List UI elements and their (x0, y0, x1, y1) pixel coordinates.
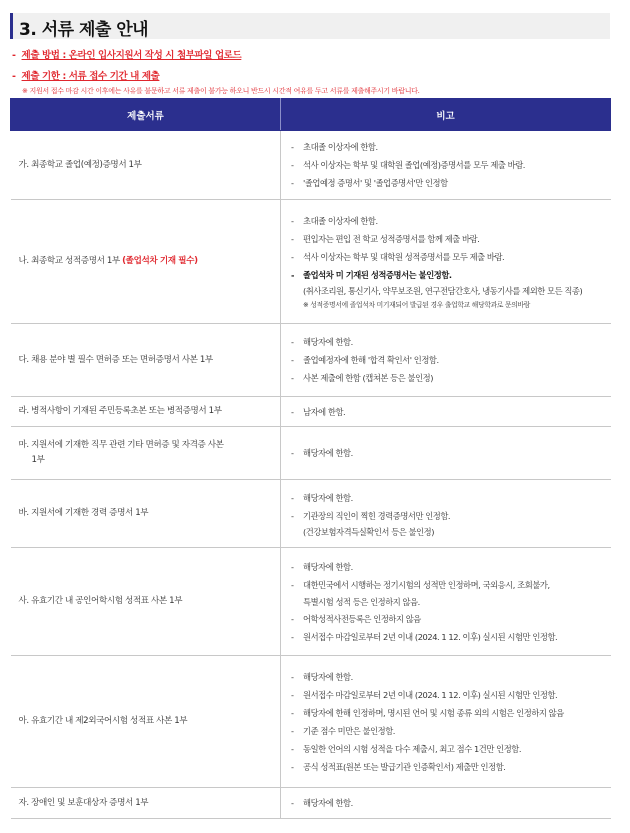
document-name: 라. 병적사항이 기재된 주민등록초본 또는 병적증명서 1부 (11, 397, 281, 427)
remarks-cell (281, 788, 611, 819)
table-row (11, 788, 611, 819)
remark-line: - 석사 이상자는 학부 및 대학원 성적증명서를 모두 제출 바람. (291, 251, 505, 262)
remark-line: - '졸업예정 증명서' 및 '졸업증명서'만 인정함 (291, 178, 448, 188)
remarks-cell (281, 397, 611, 427)
remark-line: - 해당자에 한함. (291, 337, 353, 347)
document-name: 바. 지원서에 기재한 경력 증명서 1부 (11, 480, 281, 548)
remark-line: - 해당자에 한함. (291, 671, 353, 682)
remark-line: - 초대졸 이상자에 한함. (291, 215, 378, 226)
remark-line: - 기관장의 직인이 찍힌 경력증명서만 인정함. (291, 510, 451, 521)
document-name: 가. 최종학교 졸업(예정)증명서 1부 (11, 131, 281, 200)
remarks-cell (281, 480, 611, 548)
submission-method-notice: - 제출 방법 : 온라인 입사지원서 작성 시 첨부파일 업로드 (12, 50, 242, 61)
remark-line: - 사본 제출에 한함 (캡쳐본 등은 불인정) (291, 373, 433, 383)
section-title: 3. 서류 제출 안내 (19, 20, 149, 40)
table-row (11, 548, 611, 656)
remarks-cell (281, 200, 611, 324)
document-name: 아. 유효기간 내 제2외국어시험 성적표 사본 1부 (11, 656, 281, 788)
header-documents: 제출서류 (11, 99, 281, 131)
table-row (11, 480, 611, 548)
remark-line: - 동일한 언어의 시험 성적을 다수 제출시, 최고 점수 1건만 인정함. (291, 743, 522, 754)
remark-line: - 해당자에 한해 인정하며, 명시된 언어 및 시험 종류 외의 시험은 인정하지 않음 (291, 707, 564, 718)
document-name: 마. 지원서에 기재한 직무 관련 기타 면허증 및 자격증 사본 1부 (11, 427, 281, 480)
header-remarks: 비고 (281, 99, 611, 131)
remark-subline: (취사조리원, 통신기사, 약무보조원, 연구전담간호사, 냉동기사를 제외한 모든 직종) (303, 285, 583, 296)
document-name: 나. 최종학교 성적증명서 1부 (졸업석차 기재 필수) (11, 200, 281, 324)
document-name: 자. 장애인 및 보훈대상자 증명서 1부 (11, 788, 281, 819)
table-row (11, 397, 611, 427)
remarks-cell (281, 324, 611, 397)
remark-subline: (건강보험자격득실확인서 등은 불인정) (303, 526, 434, 537)
submission-method-text: 제출 방법 : 온라인 입사지원서 작성 시 첨부파일 업로드 (21, 50, 242, 61)
submission-deadline-notice: - 제출 기한 : 서류 접수 기간 내 제출 (12, 71, 160, 82)
remark-line: - 해당자에 한함. (291, 798, 353, 808)
remark-line: - 석사 이상자는 학부 및 대학원 졸업(예정)증명서를 모두 제출 바람. (291, 160, 525, 170)
document-name: 다. 채용 분야 별 필수 면허증 또는 면허증명서 사본 1부 (11, 324, 281, 397)
remark-continuation: 특별시험 성적 등은 인정하지 않음. (303, 596, 420, 607)
remark-line: - 졸업석차 미 기재된 성적증명서는 불인정함. (291, 269, 452, 280)
table-row (11, 427, 611, 480)
documents-table (10, 98, 611, 819)
remark-line: - 원서접수 마감일로부터 2년 이내 (2024. 1 12. 이후) 실시된 시험만 인정함. (291, 689, 558, 700)
remark-line: - 해당자에 한함. (291, 448, 353, 458)
deadline-caution: ※ 지원서 접수 마감 시간 이후에는 사유를 불문하고 서류 제출이 불가능 하오니 반드시 시간적 여유를 두고 서류를 제출해주시기 바랍니다. (22, 87, 420, 95)
remark-line: - 남자에 한함. (291, 406, 346, 417)
remark-line: - 기준 점수 미만은 불인정함. (291, 725, 395, 736)
remarks-cell (281, 548, 611, 656)
section-title-bar (10, 13, 610, 39)
remark-line: - 해당자에 한함. (291, 561, 353, 572)
table-row (11, 131, 611, 200)
remark-line: - 편입자는 편입 전 학교 성적증명서를 함께 제출 바람. (291, 233, 480, 244)
remark-line: - 초대졸 이상자에 한함. (291, 142, 378, 152)
table-row (11, 656, 611, 788)
table-row (11, 324, 611, 397)
remark-footnote: ※ 성적증명서에 졸업석차 미기재되어 발급된 경우 출업학교 해당학과로 문의바람 (303, 300, 531, 309)
remark-line: - 대한민국에서 시행하는 정기시험의 성적만 인정하며, 국외응시, 조회불가, (291, 579, 550, 590)
table-header-row (11, 99, 611, 131)
remarks-cell (281, 427, 611, 480)
table-row (11, 200, 611, 324)
document-name: 사. 유효기간 내 공인어학시험 성적표 사본 1부 (11, 548, 281, 656)
remark-line: - 공식 성적표(원본 또는 발급기관 인증확인서) 제출만 인정함. (291, 761, 506, 772)
remark-line: - 원서접수 마감일로부터 2년 이내 (2024. 1 12. 이후) 실시된 시험만 인정함. (291, 631, 558, 642)
remark-line: - 해당자에 한함. (291, 492, 353, 503)
remarks-cell (281, 131, 611, 200)
remark-line: - 어학성적사전등록은 인정하지 않음 (291, 613, 421, 624)
remarks-cell (281, 656, 611, 788)
required-rank-label: (졸업석차 기재 필수) (122, 256, 198, 266)
submission-deadline-text: 제출 기한 : 서류 접수 기간 내 제출 (21, 71, 160, 82)
remark-line: - 졸업예정자에 한해 '합격 확인서' 인정함. (291, 355, 439, 365)
